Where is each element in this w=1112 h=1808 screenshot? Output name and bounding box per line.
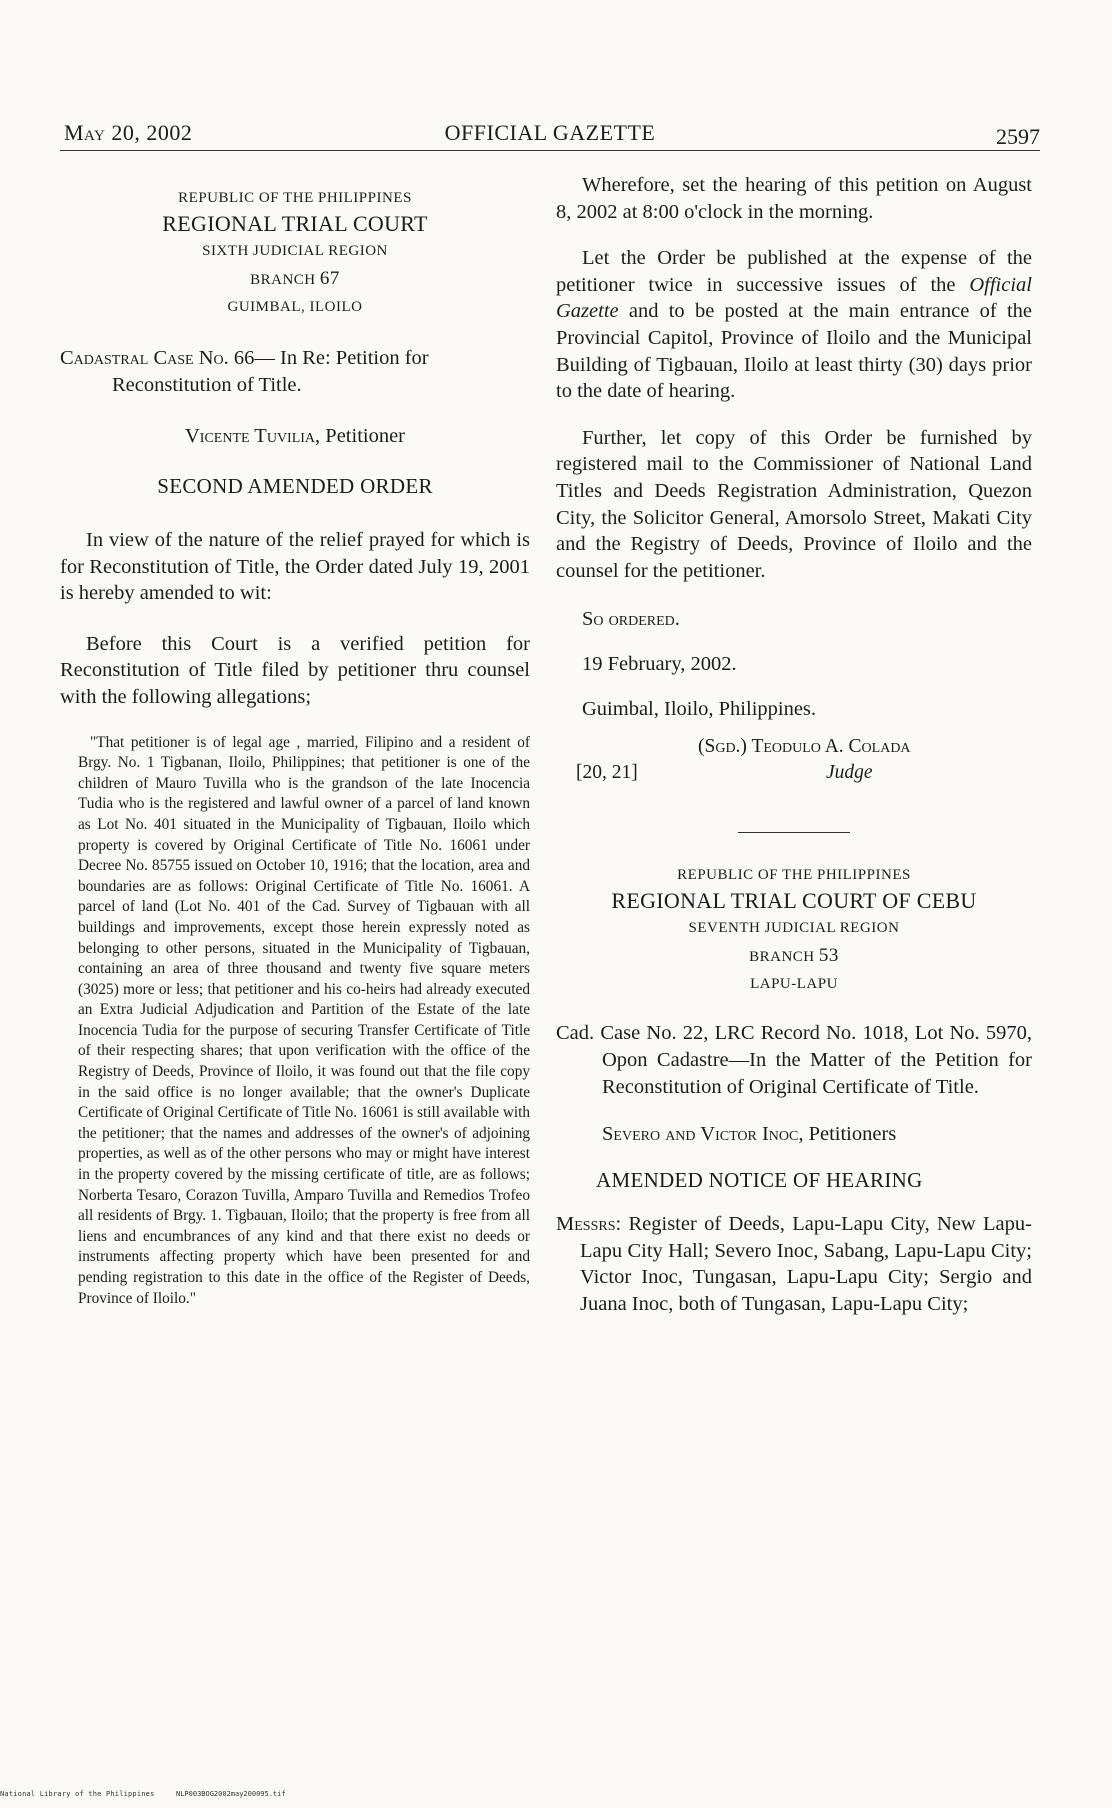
judge-title: Judge xyxy=(826,762,873,784)
republic-label: REPUBLIC OF THE PHILIPPINES xyxy=(178,190,412,206)
petitioners-name: Severo and Victor Inoc xyxy=(602,1123,799,1146)
petitioner-role: , Petitioner xyxy=(315,425,406,447)
publication-paragraph xyxy=(556,245,1032,405)
messrs-label: Messrs: xyxy=(556,1213,622,1236)
publication-text-2: and to be posted at the main entrance of the Provincial Capitol, Province of Iloilo and the Municipal Building of Tigbauan, Iloilo at least thirty (30) days prior to the date of hearing. xyxy=(556,300,1032,403)
case-text: 66— In Re: Petition for Reconstitution of Title. xyxy=(112,347,429,396)
page-number: 2597 xyxy=(996,124,1040,149)
branch-number: 67 xyxy=(319,268,340,289)
scan-file-id: NLP003BOG2002may200095.tif xyxy=(176,1790,286,1798)
petitioner-name: Vicente Tuvilia xyxy=(184,425,316,447)
gazette-name: Official Gazette xyxy=(556,273,1032,323)
issue-reference: [20, 21] xyxy=(576,762,638,784)
court-heading-cebu xyxy=(556,863,1032,998)
date-signed: 19 February, 2002. xyxy=(582,652,737,675)
order-paragraph-2: Before this Court is a verified petition for Reconstitution of Title filed by petitioner thru counsel with the following allegations; xyxy=(60,632,530,708)
petitioner-line xyxy=(60,425,530,448)
library-credit: National Library of the Philippines xyxy=(0,1790,155,1798)
branch-label xyxy=(60,265,530,294)
page-header xyxy=(60,116,1040,151)
court-name-2: REGIONAL TRIAL COURT OF CEBU xyxy=(611,888,977,914)
branch-word-2: BRANCH xyxy=(749,949,815,966)
branch-word: BRANCH xyxy=(250,272,316,288)
order-title: SECOND AMENDED ORDER xyxy=(157,474,433,498)
messrs-paragraph xyxy=(556,1211,1032,1317)
notice-title: AMENDED NOTICE OF HEARING xyxy=(596,1168,923,1193)
judicial-region: SIXTH JUDICIAL REGION xyxy=(202,243,388,259)
court-location: GUIMBAL, ILOILO xyxy=(227,299,363,315)
left-column xyxy=(60,186,530,1309)
furnish-paragraph: Further, let copy of this Order be furnished by registered mail to the Commissioner of National Land Titles and Deeds Registration Administration, Quezon City, the Solicitor General, Amorsolo Street, Makati City and the Registry of Deeds, Province of Iloilo and the counsel for the petitioner. xyxy=(556,426,1032,582)
court-location-2: LAPU-LAPU xyxy=(750,976,838,993)
court-name: REGIONAL TRIAL COURT xyxy=(162,211,428,236)
order-paragraph-1: In view of the nature of the relief prayed for which is for Reconstitution of Title, the Order dated July 19, 2001 is hereby amended to wit: xyxy=(60,529,530,605)
issue-date: May 20, 2002 xyxy=(64,120,193,145)
hearing-paragraph: Wherefore, set the hearing of this petition on August 8, 2002 at 8:00 o'clock in the morning. xyxy=(556,174,1032,223)
court-heading-guimbal xyxy=(60,186,530,321)
allegations-quote: "That petitioner is of legal age , married, Filipino and a resident of Brgy. No. 1 Tigbanan, Iloilo, Philippines; that petitioner is one of the children of Mauro Tuvilla who is the grandson of the late Inocencia Tudia who is the registered and lawful owner of a parcel of land known as Lot No. 401 situated in the Municipality of Tigbauan, Iloilo which property is covered by Original Certificate of Title No. 16061 under Decree No. 85755 issued on October 10, 1916; that the location, area and boundaries are as follows: Original Certificate of Title No. 16061. A parcel of land (Lot No. 401 of the Cad. Survey of Tigbauan with all buildings and improvements, except those herein expressly noted as belonging to other persons, situated in the Municipality of Tigbauan, containing an area of three thousand and twenty five square meters (3025) more or less; that petitioner and his co-heirs had already executed an Extra Judicial Adjudication and Partition of the Estate of the late Inocencia Tudia for the purpose of securing Transfer Certificate of Title of their respecting shares; that upon verification with the office of the Registry of Deeds, Province of Iloilo, it was found out that the file copy in the said office is no longer available; that the owner's Duplicate Certificate of Original Certificate of Title No. 16061 is still available with the petitioner; that the names and addresses of the owner's of adjoining properties, as well as of the other persons who may or might have interest in the property covered by the missing certificate of title, are as follows; Norberta Tesaro, Corazon Tuvilla, Amparo Tuvilla and Remedios Trofeo all residents of Brgy. 1. Tigbauan, Iloilo; that the property is free from all liens and encumbrances of any kind and that there exist no deeds or instruments affecting property which have been presented for and pending registration to this date in the office of the Register of Deeds, Province of Iloilo." xyxy=(78,733,531,1307)
publication-text-1: Let the Order be published at the expense of the petitioner twice in successive issues of the xyxy=(556,247,1032,296)
branch-label-2 xyxy=(556,942,1032,971)
branch-number-2: 53 xyxy=(818,945,839,967)
petitioners-role: , Petitioners xyxy=(798,1123,897,1146)
signature-block xyxy=(556,730,1032,794)
right-column xyxy=(556,174,1032,1317)
petitioners-line xyxy=(556,1123,1032,1146)
republic-label-2: REPUBLIC OF THE PHILIPPINES xyxy=(677,867,911,884)
messrs-text: Register of Deeds, Lapu-Lapu City, New Lapu-Lapu City Hall; Severo Inoc, Sabang, Lapu-Lapu City; Victor Inoc, Tungasan, Lapu-Lapu City; Sergio and Juana Inoc, both of Tungasan, Lapu-Lapu City; xyxy=(580,1213,1032,1315)
case-label: Cadastral Case No. xyxy=(60,347,229,369)
place-signed: Guimbal, Iloilo, Philippines. xyxy=(582,697,817,720)
case-caption xyxy=(60,345,530,399)
judicial-region-2: SEVENTH JUDICIAL REGION xyxy=(688,920,900,937)
case-caption-2: Cad. Case No. 22, LRC Record No. 1018, Lot No. 5970, Opon Cadastre—In the Matter of the Petition for Reconstitution of Original Certificate of Title. xyxy=(556,1022,1032,1099)
so-ordered: So ordered. xyxy=(582,608,680,631)
publication-title: OFFICIAL GAZETTE xyxy=(444,120,656,145)
signatory: (Sgd.) Teodulo A. Colada xyxy=(698,736,911,758)
